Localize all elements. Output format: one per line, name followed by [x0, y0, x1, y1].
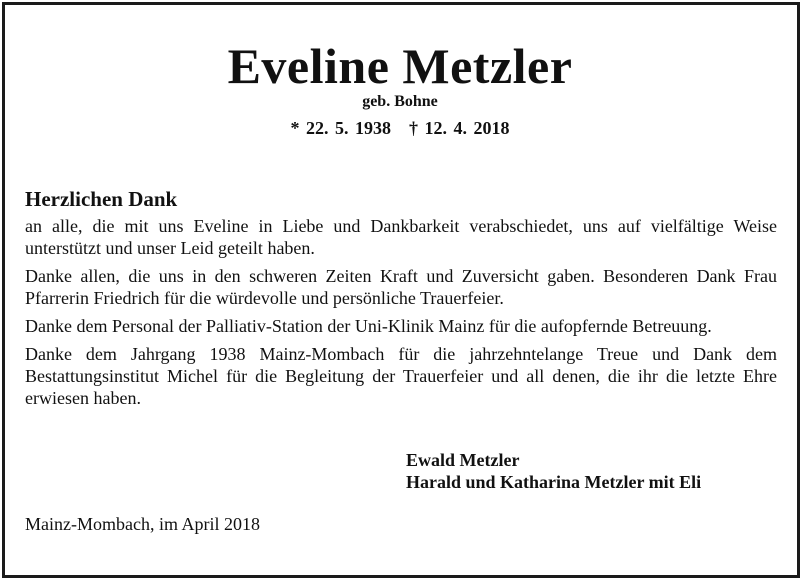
birth-date: * 22. 5. 1938	[290, 118, 391, 138]
thanks-paragraph: Danke dem Personal der Palliativ-Station der Uni-Klinik Mainz für die aufopfernde Betreuung.	[25, 316, 712, 336]
thanks-paragraph: Danke dem Jahrgang 1938 Mainz-Mombach für die jahrzehntelange Treue und Dank dem Bestattungsinstitut Michel für die Begleitung der Trauerfeier und all denen, die ihr die letzte Ehre erwiesen haben.	[25, 344, 777, 408]
death-date: † 12. 4. 2018	[409, 118, 510, 138]
thanks-paragraph: an alle, die mit uns Eveline in Liebe und Dankbarkeit verabschiedet, uns auf vielfältige Weise unterstützt und unser Leid geteilt haben.	[25, 216, 777, 258]
birth-name: geb. Bohne	[362, 93, 438, 110]
thanks-heading: Herzlichen Dank	[25, 187, 178, 211]
thanks-paragraph: Danke allen, die uns in den schweren Zeiten Kraft und Zuversicht gaben. Besonderen Dank Frau Pfarrerin Friedrich für die würdevolle und persönliche Trauerfeier.	[25, 266, 777, 308]
place-and-date: Mainz-Mombach, im April 2018	[25, 514, 260, 534]
deceased-name: Eveline Metzler	[227, 38, 573, 94]
signatures	[406, 449, 701, 493]
signature-line: Ewald Metzler	[406, 450, 520, 470]
signature-line: Harald und Katharina Metzler mit Eli	[406, 472, 702, 492]
life-dates	[0, 117, 800, 139]
thanks-body	[25, 215, 777, 415]
